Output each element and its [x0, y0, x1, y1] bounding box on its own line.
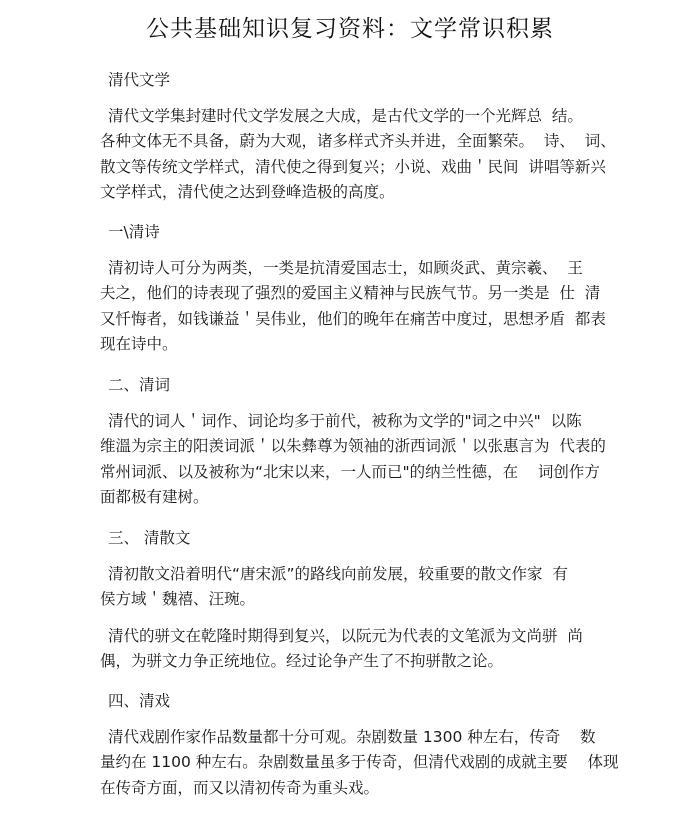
paragraph-line: 维溫为宗主的阳羡词派＇以朱彝尊为领袖的浙西词派＇以张惠言为 代表的 [100, 437, 606, 456]
paragraph-line: 清初诗人可分为两类，一类是抗清爱国志士，如顾炎武、黄宗羲、 王 [108, 259, 583, 277]
paragraph-line: 清初散文沿着明代“唐宋派”的路线向前发展，较重要的散文作家 有 [108, 565, 568, 583]
paragraph-line: 清代的骈文在乾隆时期得到复兴，以阮元为代表的文笔派为文尚骈 尚 [108, 627, 583, 645]
paragraph-line: 散文等传统文学样式，清代使之得到复兴；小说、戏曲＇民间 讲唱等新兴 [100, 157, 606, 176]
paragraph-line: 量约在 1100 种左右。杂剧数量虽多于传奇，但清代戏剧的成就主要 体现 [100, 753, 619, 772]
paragraph-line: 清代戏剧作家作品数量都十分可观。杂剧数量 1300 种左右，传奇 数 [108, 728, 596, 746]
paragraph-line: 在传奇方面，而又以清初传奇为重头戏。 [100, 778, 380, 797]
paragraph-qing-prose-2 [100, 624, 622, 675]
paragraph-qing-poetry [100, 256, 622, 358]
section-heading-qing-prose: 三、 清散文 [108, 529, 191, 547]
section-heading-qing-drama: 四、清戏 [108, 692, 171, 710]
paragraph-line: 侯方域＇魏禧、汪琬。 [100, 590, 256, 609]
page-title: 公共基础知识复习资料：文学常识积累 [146, 16, 554, 42]
paragraph-line: 现在诗中。 [100, 335, 178, 354]
paragraph-qing-ci [100, 409, 622, 511]
paragraph-line: 又忏悔者，如钱谦益＇吴伟业，他们的晚年在痛苦中度过，思想矛盾 都表 [100, 309, 606, 328]
paragraph-line: 清代文学集封建时代文学发展之大成，是古代文学的一个光辉总 结。 [108, 107, 583, 125]
paragraph-line: 清代的词人＇词作、词论均多于前代，被称为文学的"词之中兴" 以陈 [108, 412, 582, 430]
paragraph-qing-drama [100, 725, 622, 801]
paragraph-line: 夫之，他们的诗表现了强烈的爱国主义精神与民族气节。另一类是 仕 清 [100, 284, 601, 303]
paragraph-line: 常州词派、以及被称为“北宋以来，一人而已"的纳兰性德，在 词创作方 [100, 462, 600, 481]
paragraph-qing-literature [100, 104, 622, 206]
paragraph-line: 文学样式，清代使之达到登峰造极的高度。 [100, 183, 395, 202]
paragraph-line: 偶，为骈文力争正统地位。经过论争产生了不拘骈散之论。 [100, 652, 504, 671]
section-heading-qing-poetry: 一\清诗 [108, 223, 160, 241]
paragraph-line: 面都极有建树。 [100, 488, 209, 507]
section-heading-qing-ci: 二、清词 [108, 376, 171, 394]
section-heading-qing-literature: 清代文学 [108, 71, 171, 89]
paragraph-line: 各种文体无不具备，蔚为大观，诸多样式齐头并进，全面繁荣。 诗、 词、 [100, 132, 616, 151]
paragraph-qing-prose-1 [100, 562, 622, 613]
